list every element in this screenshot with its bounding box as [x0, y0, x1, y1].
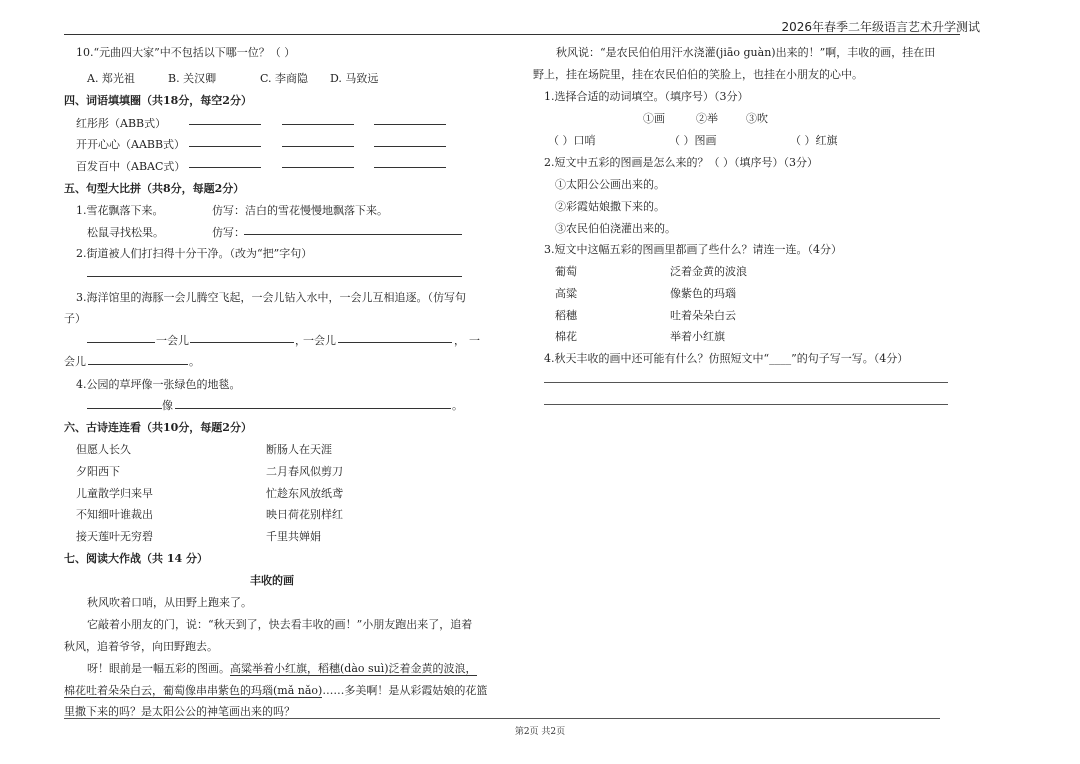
poem-right-3[interactable]: 忙趁东风放纸鸢	[266, 487, 343, 500]
q10-stem: 10.“元曲四大家”中不包括以下哪一位？（ ）	[76, 46, 296, 59]
header-rule	[64, 34, 960, 35]
poem-right-2[interactable]: 二月春风似剪刀	[266, 465, 343, 478]
passage-paragraph-1: 秋风吹着口哨，从田野上跑来了。	[87, 596, 252, 609]
passage-paragraph-4: 秋风说：“是农民伯伯用汗水浇灌(jiāo guàn)出来的！”啊，丰收的画，挂在田	[556, 46, 936, 59]
sec5-q4-blank[interactable]	[87, 408, 162, 409]
sec5-q3-end: 。	[189, 355, 200, 368]
section5-title: 五、句型大比拼（共8分，每题2分）	[64, 182, 245, 195]
page-header-title: 2026年春季二年级语言艺术升学测试	[781, 20, 980, 34]
sec5-q1-answer-line[interactable]	[244, 234, 462, 235]
rq1-option-2: ②举	[696, 112, 718, 125]
sec4-word-2: 开开心心（AABB式）	[76, 138, 186, 151]
sec4-word-3: 百发百中（ABAC式）	[76, 160, 186, 173]
rq2-prompt: 2.短文中五彩的图画是怎么来的？（ ）（填序号）（3分）	[544, 156, 818, 169]
sec5-q3-blank[interactable]	[88, 364, 188, 365]
rq3-left-1[interactable]: 葡萄	[555, 265, 577, 278]
q10-option-c: C. 李商隐	[260, 72, 309, 85]
sec5-q3-blank[interactable]	[87, 342, 155, 343]
q10-option-a: A. 郑光祖	[87, 72, 135, 85]
poem-left-5[interactable]: 接天莲叶无穷碧	[76, 530, 153, 543]
sec5-q3-blank[interactable]	[190, 342, 294, 343]
sec5-q1-sentence: 1.雪花飘落下来。	[76, 204, 164, 217]
rq1-option-1: ①画	[643, 112, 665, 125]
sec5-q4-blank[interactable]	[175, 408, 451, 409]
rq1-blank-1[interactable]: （ ）口哨	[548, 134, 596, 147]
sec5-q3-word-3-start: 一	[469, 334, 480, 347]
poem-left-4[interactable]: 不知细叶谁裁出	[76, 508, 153, 521]
sec5-q3-blank[interactable]	[338, 342, 452, 343]
rq3-prompt: 3.短文中这幅五彩的图画里都画了些什么？请连一连。（4分）	[544, 243, 842, 256]
sec4-blank[interactable]	[374, 124, 446, 125]
poem-right-5[interactable]: 千里共婵娟	[266, 530, 321, 543]
rq1-blank-3[interactable]: （ ）红旗	[790, 134, 838, 147]
sec5-q3-prompt-cont: 子）	[64, 312, 86, 325]
passage-paragraph-2: 它敲着小朋友的门，说：“秋天到了，快去看丰收的画！”小朋友跑出来了，追着	[87, 618, 473, 631]
section7-title: 七、阅读大作战（共 14 分）	[64, 552, 208, 565]
sec5-q1-imitate-label: 仿写：	[212, 226, 245, 239]
underlined-sentence: 棉花吐着朵朵白云，葡萄像串串紫色的玛瑙(mǎ nǎo)	[64, 684, 323, 697]
section4-title: 四、词语填填圈（共18分，每空2分）	[64, 94, 252, 107]
passage-text: 呀！眼前是一幅五彩的图画。	[87, 662, 230, 675]
rq3-left-3[interactable]: 稻穗	[555, 309, 577, 322]
passage-paragraph-3-cont	[64, 682, 487, 698]
rq3-right-3[interactable]: 吐着朵朵白云	[670, 309, 736, 322]
passage-paragraph-3	[87, 660, 477, 676]
rq1-blank-2[interactable]: （ ）图画	[669, 134, 717, 147]
sec5-q3-word-3-end: 会儿	[64, 355, 86, 368]
passage-paragraph-4-cont: 野上，挂在场院里，挂在农民伯伯的笑脸上，也挂在小朋友的心中。	[533, 68, 863, 81]
poem-right-4[interactable]: 映日荷花别样红	[266, 508, 343, 521]
rq3-left-2[interactable]: 高粱	[555, 287, 577, 300]
sec4-blank[interactable]	[374, 167, 446, 168]
rq2-option-1: ①太阳公公画出来的。	[555, 178, 665, 191]
sec5-q3-comma: ，	[295, 334, 306, 347]
footer-rule	[64, 718, 940, 719]
rq4-prompt: 4.秋天丰收的画中还可能有什么？仿照短文中“____”的句子写一写。（4分）	[544, 352, 909, 365]
passage-text: ……多美啊！是从彩霞姑娘的花篮	[322, 684, 488, 697]
sec4-blank[interactable]	[282, 146, 354, 147]
poem-right-1[interactable]: 断肠人在天涯	[266, 443, 332, 456]
sec4-word-1: 红彤彤（ABB式）	[76, 117, 167, 130]
sec5-q4-prompt: 4.公园的草坪像一张绿色的地毯。	[76, 378, 241, 391]
sec5-q2-prompt: 2.街道被人们打扫得十分干净。（改为“把”字句）	[76, 247, 313, 260]
sec4-blank[interactable]	[189, 167, 261, 168]
sec5-q4-word: 像	[162, 399, 173, 412]
q10-option-d: D. 马致远	[330, 72, 379, 85]
rq2-option-3: ③农民伯伯浇灌出来的。	[555, 222, 676, 235]
sec4-blank[interactable]	[189, 146, 261, 147]
sec5-q3-prompt: 3.海洋馆里的海豚一会儿腾空飞起，一会儿钻入水中，一会儿互相追逐。（仿写句	[76, 291, 466, 304]
rq3-left-4[interactable]: 棉花	[555, 330, 577, 343]
sec4-blank[interactable]	[189, 124, 261, 125]
sec5-q4-end: 。	[452, 399, 463, 412]
rq3-right-4[interactable]: 举着小红旗	[670, 330, 725, 343]
poem-left-2[interactable]: 夕阳西下	[76, 465, 120, 478]
rq4-answer-line-1[interactable]	[544, 382, 948, 383]
sec5-q3-comma: ，	[454, 334, 465, 347]
rq2-option-2: ②彩霞姑娘撒下来的。	[555, 200, 665, 213]
sec4-blank[interactable]	[282, 124, 354, 125]
sec4-blank[interactable]	[374, 146, 446, 147]
section6-title: 六、古诗连连看（共10分，每题2分）	[64, 421, 252, 434]
passage-paragraph-3-end: 里撒下来的吗？是太阳公公的神笔画出来的吗？	[64, 705, 295, 718]
passage-paragraph-2-cont: 秋风，追着爷爷，向田野跑去。	[64, 640, 218, 653]
rq1-prompt: 1.选择合适的动词填空。（填序号）（3分）	[544, 90, 749, 103]
rq3-right-2[interactable]: 像紫色的玛瑙	[670, 287, 736, 300]
underlined-sentence: 高粱举着小红旗，稻穗(dào suì)泛着金黄的波浪，	[230, 662, 477, 675]
sec5-q1-sentence-2: 松鼠寻找松果。	[87, 226, 164, 239]
sec5-q1-example: 仿写：洁白的雪花慢慢地飘落下来。	[212, 204, 388, 217]
sec5-q2-answer-line[interactable]	[87, 276, 462, 277]
passage-title: 丰收的画	[250, 574, 294, 587]
sec5-q3-word-2: 一会儿	[303, 334, 336, 347]
q10-option-b: B. 关汉卿	[168, 72, 217, 85]
poem-left-1[interactable]: 但愿人长久	[76, 443, 131, 456]
rq1-option-3: ③吹	[746, 112, 768, 125]
page-number: 第2页 共2页	[514, 727, 566, 737]
poem-left-3[interactable]: 儿童散学归来早	[76, 487, 153, 500]
sec4-blank[interactable]	[282, 167, 354, 168]
sec5-q3-word-1: 一会儿	[156, 334, 189, 347]
rq4-answer-line-2[interactable]	[544, 404, 948, 405]
rq3-right-1[interactable]: 泛着金黄的波浪	[670, 265, 747, 278]
